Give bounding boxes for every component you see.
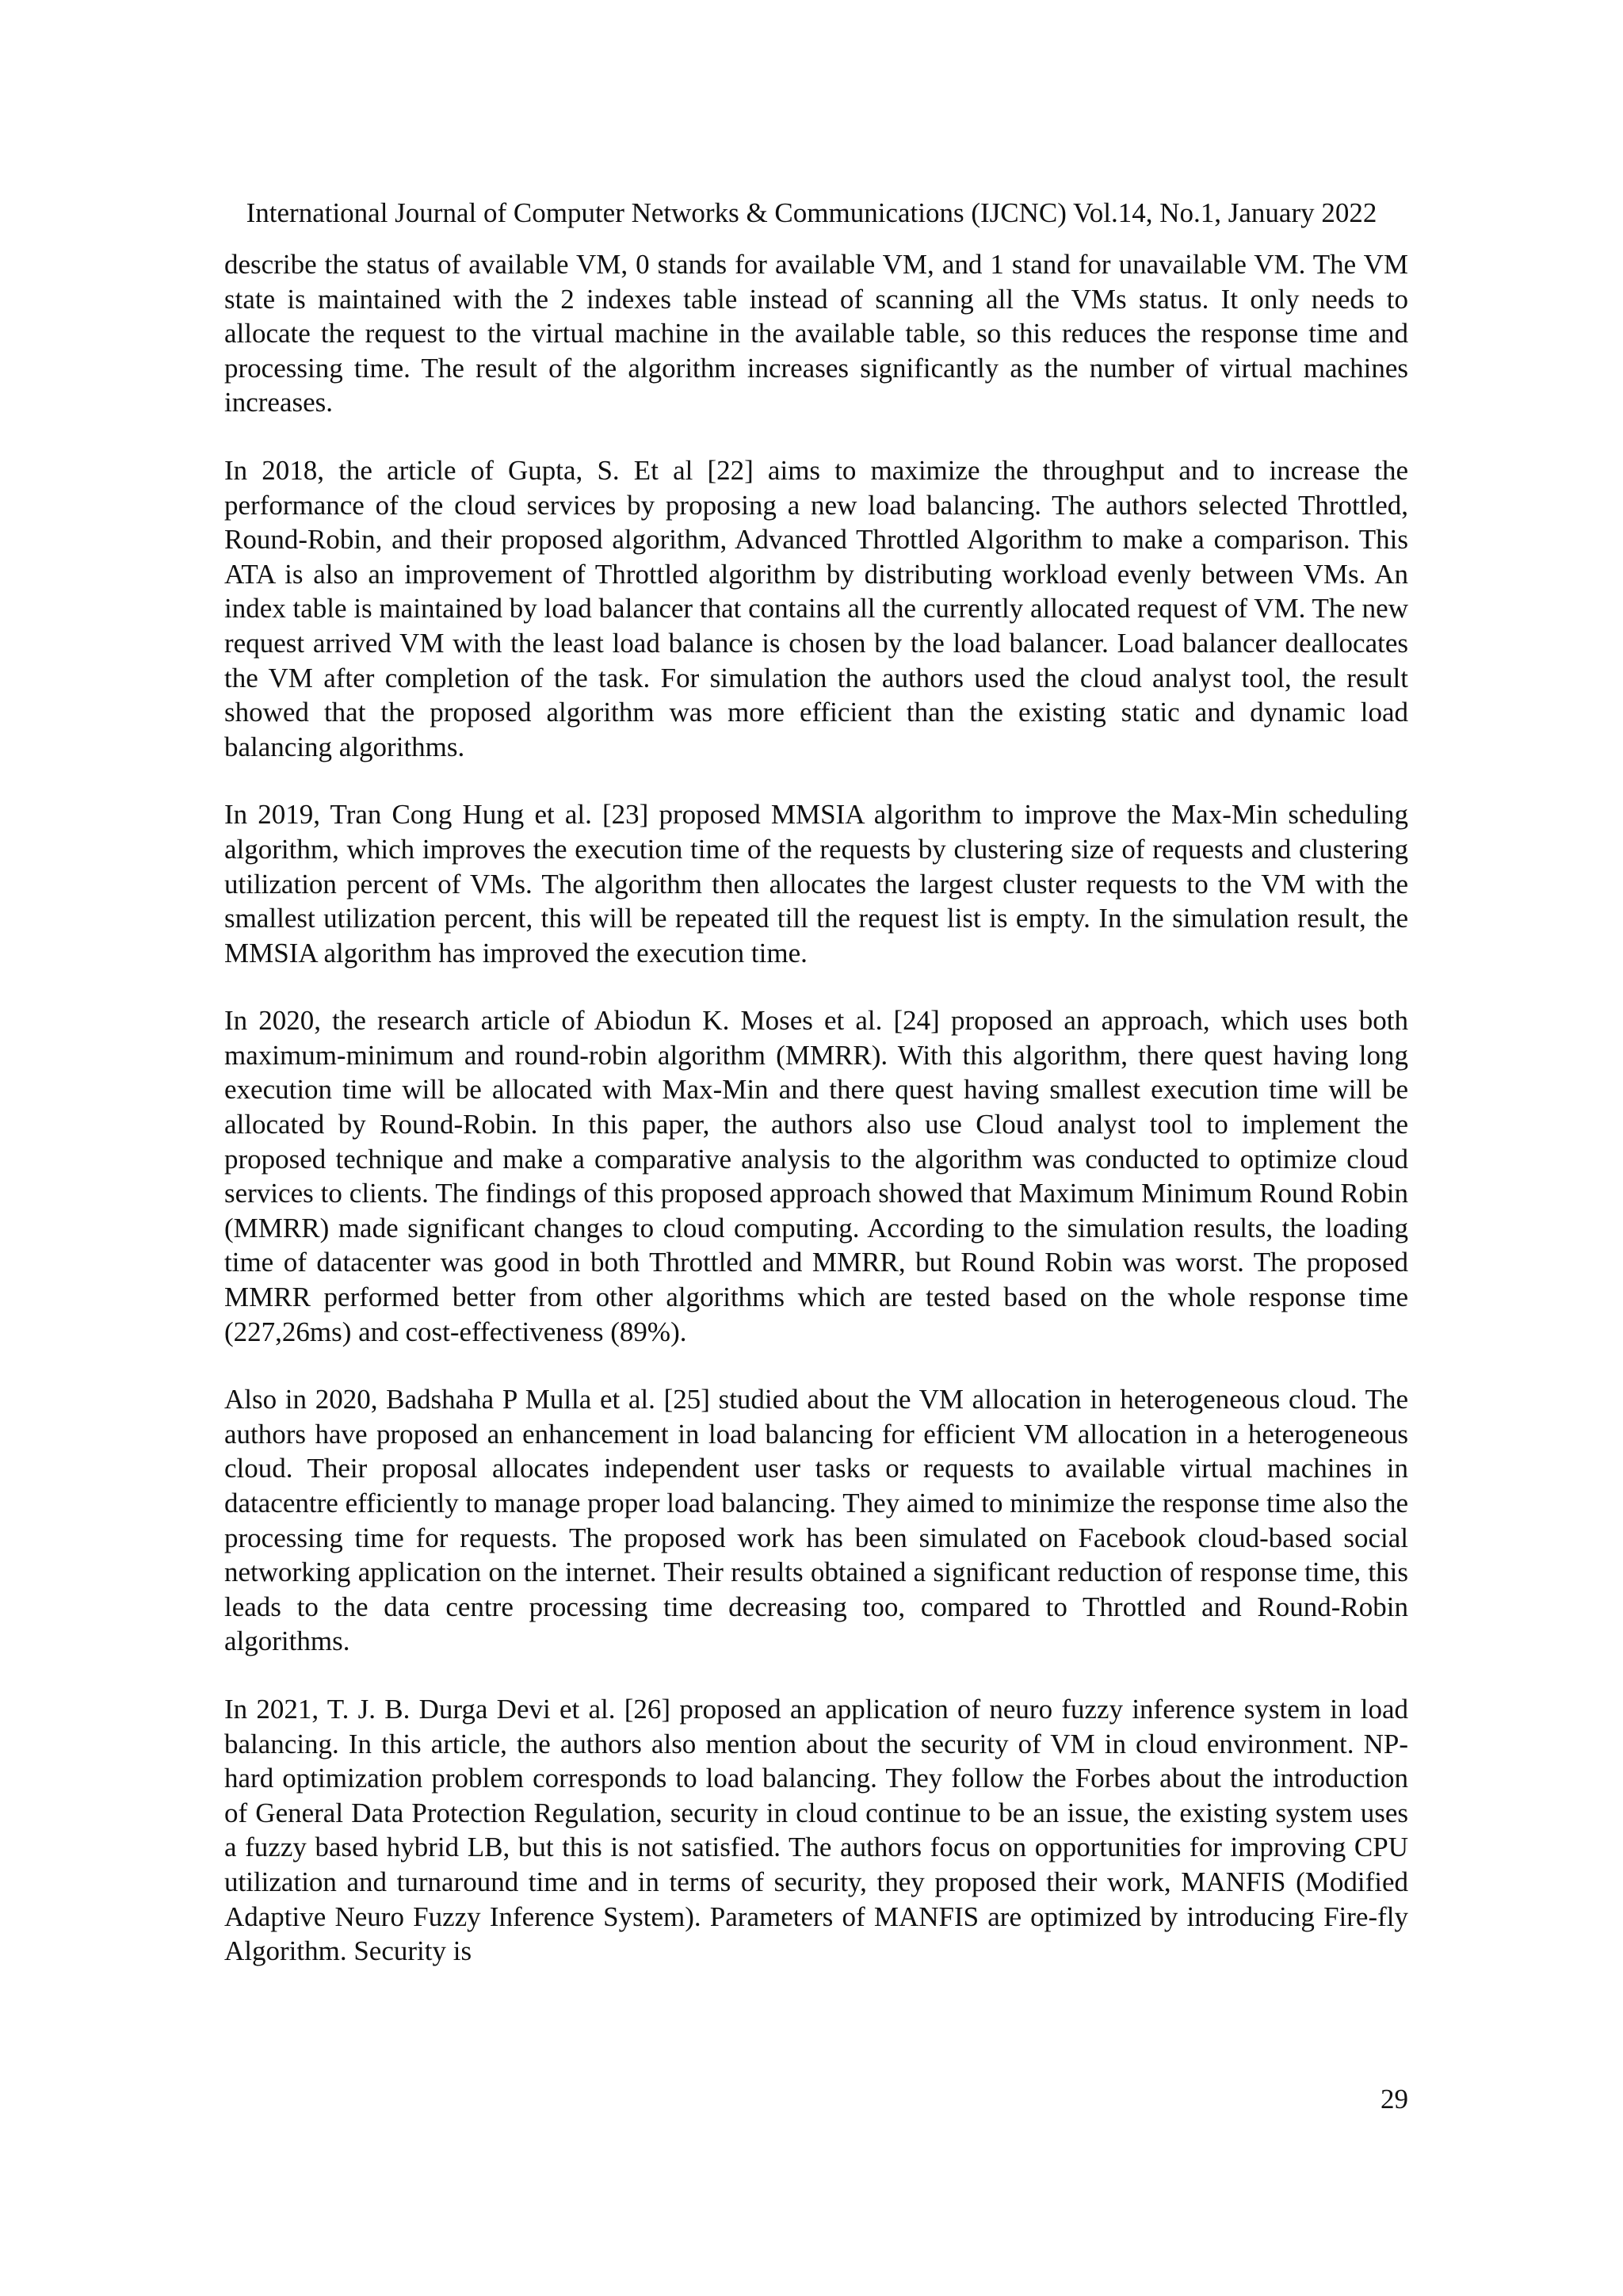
journal-running-header: International Journal of Computer Networks & Communications (IJCNC) Vol.14, No.1, January 2022 [246, 197, 1377, 228]
article-body [224, 247, 1408, 2002]
paragraph-durga-devi-2021: In 2021, T. J. B. Durga Devi et al. [26] proposed an application of neuro fuzzy inference system in load balancing. In this article, the authors also mention about the security of VM in cloud environment. NP-hard optimization problem corresponds to load balancing. They follow the Forbes about the introduction of General Data Protection Regulation, security in cloud continue to be an issue, the existing system uses a fuzzy based hybrid LB, but this is not satisfied. The authors focus on opportunities for improving CPU utilization and turnaround time and in terms of security, they proposed their work, MANFIS (Modified Adaptive Neuro Fuzzy Inference System). Parameters of MANFIS are optimized by introducing Fire-fly Algorithm. Security is [224, 1693, 1408, 1967]
page-number: 29 [1381, 2084, 1408, 2115]
paragraph-moses-2020: In 2020, the research article of Abiodun K. Moses et al. [24] proposed an approach, which uses both maximum-minimum and round-robin algorithm (MMRR). With this algorithm, there quest having long execution time will be allocated with Max-Min and there quest having smallest execution time will be allocated by Round-Robin. In this paper, the authors also use Cloud analyst tool to implement the proposed technique and make a comparative analysis to the algorithm was conducted to optimize cloud services to clients. The findings of this proposed approach showed that Maximum Minimum Round Robin (MMRR) made significant changes to cloud computing. According to the simulation results, the loading time of datacenter was good in both Throttled and MMRR, but Round Robin was worst. The proposed MMRR performed better from other algorithms which are tested based on the whole response time (227,26ms) and cost-effectiveness (89%). [224, 1005, 1408, 1347]
paragraph-hung-2019: In 2019, Tran Cong Hung et al. [23] proposed MMSIA algorithm to improve the Max-Min scheduling algorithm, which improves the execution time of the requests by clustering size of requests and clustering utilization percent of VMs. The algorithm then allocates the largest cluster requests to the VM with the smallest utilization percent, this will be repeated till the request list is empty. In the simulation result, the MMSIA algorithm has improved the execution time. [224, 799, 1408, 968]
paragraph-mulla-2020: Also in 2020, Badshaha P Mulla et al. [25] studied about the VM allocation in heterogeneous cloud. The authors have proposed an enhancement in load balancing for efficient VM allocation in a heterogeneous cloud. Their proposal allocates independent user tasks or requests to available virtual machines in datacentre efficiently to manage proper load balancing. They aimed to minimize the response time also the processing time for requests. The proposed work has been simulated on Facebook cloud-based social networking application on the internet. Their results obtained a significant reduction of response time, this leads to the data centre processing time decreasing too, compared to Throttled and Round-Robin algorithms. [224, 1384, 1408, 1657]
paragraph-ta-vm-status: describe the status of available VM, 0 stands for available VM, and 1 stand for unavailable VM. The VM state is maintained with the 2 indexes table instead of scanning all the VMs status. It only needs to allocate the request to the virtual machine in the available table, so this reduces the response time and processing time. The result of the algorithm increases significantly as the number of virtual machines increases. [224, 249, 1408, 418]
paragraph-gupta-2018: In 2018, the article of Gupta, S. Et al [22] aims to maximize the throughput and to increase the performance of the cloud services by proposing a new load balancing. The authors selected Throttled, Round-Robin, and their proposed algorithm, Advanced Throttled Algorithm to make a comparison. This ATA is also an improvement of Throttled algorithm by distributing workload evenly between VMs. An index table is maintained by load balancer that contains all the currently allocated request of VM. The new request arrived VM with the least load balance is chosen by the load balancer. Load balancer deallocates the VM after completion of the task. For simulation the authors used the cloud analyst tool, the result showed that the proposed algorithm was more efficient than the existing static and dynamic load balancing algorithms. [224, 454, 1408, 762]
